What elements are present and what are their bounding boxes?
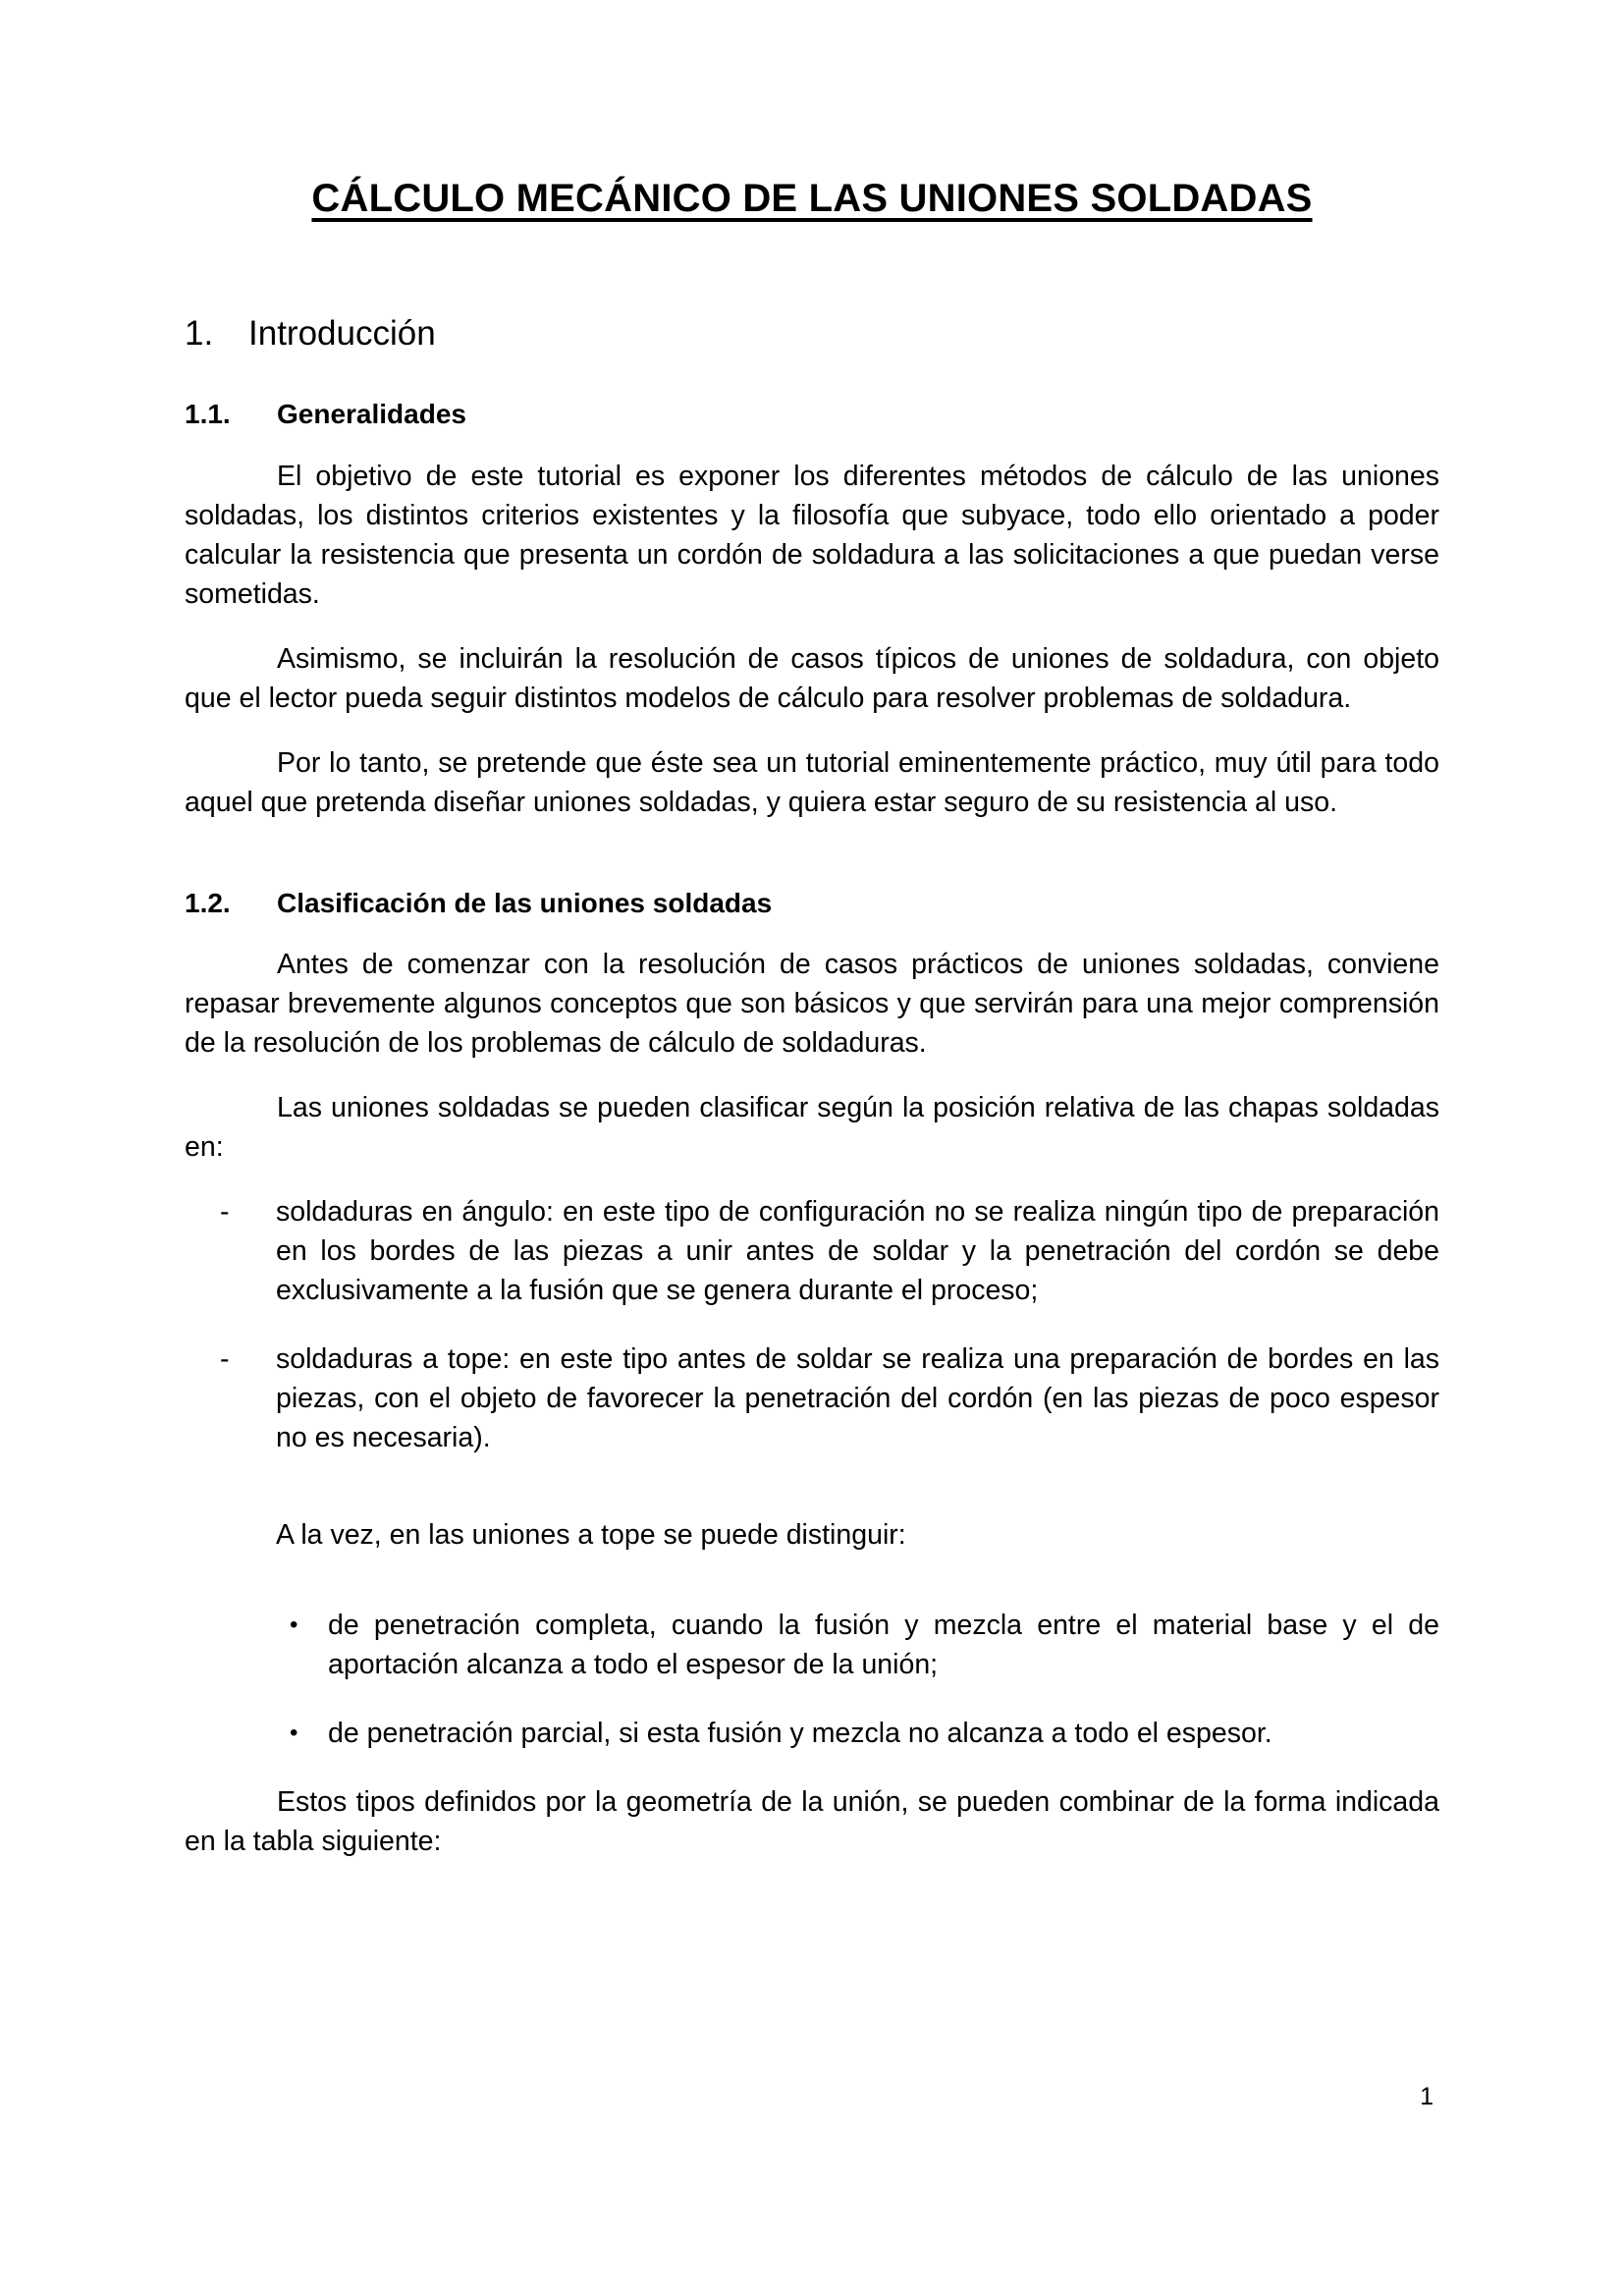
subsection-title: Clasificación de las uniones soldadas <box>277 887 773 918</box>
list-item-text: de penetración parcial, si esta fusión y mezcla no alcanza a todo el espesor. <box>328 1718 1272 1750</box>
section-number: 1. <box>185 314 214 353</box>
list-item <box>185 1310 1439 1457</box>
paragraph-4: Antes de comenzar con la resolución de casos prácticos de uniones soldadas, conviene repasar brevemente algunos conceptos que son básicos y que servirán para una mejor comprensión de la resolución de los problemas de cálculo de soldaduras. <box>185 949 1439 1060</box>
list-item-text: soldaduras a tope: en este tipo antes de soldar se realiza una preparación de bordes en las piezas, con el objeto de favorecer la penetración del cordón (en las piezas de poco espesor no es necesaria). <box>276 1343 1439 1454</box>
page-title <box>185 0 1439 222</box>
page-number: 1 <box>1420 2083 1434 2110</box>
paragraph-5: Las uniones soldadas se pueden clasificar según la posición relativa de las chapas soldadas en: <box>185 1092 1439 1164</box>
penetration-dot-list <box>185 1582 1439 1753</box>
paragraph-2: Asimismo, se incluirán la resolución de casos típicos de uniones de soldadura, con objeto que el lector pueda seguir distintos modelos de cálculo para resolver problemas de soldadura. <box>185 642 1439 714</box>
section-title: Introducción <box>248 314 436 353</box>
paragraph-7: Estos tipos definidos por la geometría de la unión, se pueden combinar de la forma indicada en la tabla siguiente: <box>185 1786 1439 1858</box>
paragraph-1: El objetivo de este tutorial es exponer los diferentes métodos de cálculo de las uniones soldadas, los distintos criterios existentes y la filosofía que subyace, todo ello orientado a poder calcular la resistencia que presenta un cordón de soldadura a las solicitaciones a que puedan verse sometidas. <box>185 460 1439 610</box>
dash-marker: - <box>220 1343 230 1376</box>
bullet-marker: • <box>290 1720 298 1747</box>
subsection-title: Generalidades <box>277 399 466 429</box>
dash-marker: - <box>220 1196 230 1229</box>
list-item <box>185 1192 1439 1310</box>
list-item <box>185 1606 1439 1684</box>
bullet-marker: • <box>290 1612 298 1639</box>
paragraph-6: A la vez, en las uniones a tope se puede distinguir: <box>276 1518 906 1551</box>
subsection-heading-1-2 <box>185 822 1439 920</box>
subsection-number: 1.1. <box>185 399 231 429</box>
paragraph-3: Por lo tanto, se pretende que éste sea un tutorial eminentemente práctico, muy útil para todo aquel que pretenda diseñar uniones soldadas, y quiera estar seguro de su resistencia al uso. <box>185 746 1439 818</box>
page-title-text: CÁLCULO MECÁNICO DE LAS UNIONES SOLDADAS <box>311 177 1313 220</box>
list-item-text: de penetración completa, cuando la fusión y mezcla entre el material base y el de aportación alcanza a todo el espesor de la unión; <box>328 1610 1439 1681</box>
subsection-number: 1.2. <box>185 887 231 918</box>
subsection-heading-1-1 <box>185 355 1439 431</box>
page-content <box>185 0 1439 1861</box>
weld-type-dash-list <box>185 1167 1439 1457</box>
list-item-text: soldaduras en ángulo: en este tipo de configuración no se realiza ningún tipo de preparación en los bordes de las piezas a unir antes de soldar y la penetración del cordón se debe exclusivamente a la fusión que se genera durante el proceso; <box>276 1196 1439 1307</box>
section-heading-1 <box>185 222 1439 355</box>
list-item <box>185 1684 1439 1753</box>
